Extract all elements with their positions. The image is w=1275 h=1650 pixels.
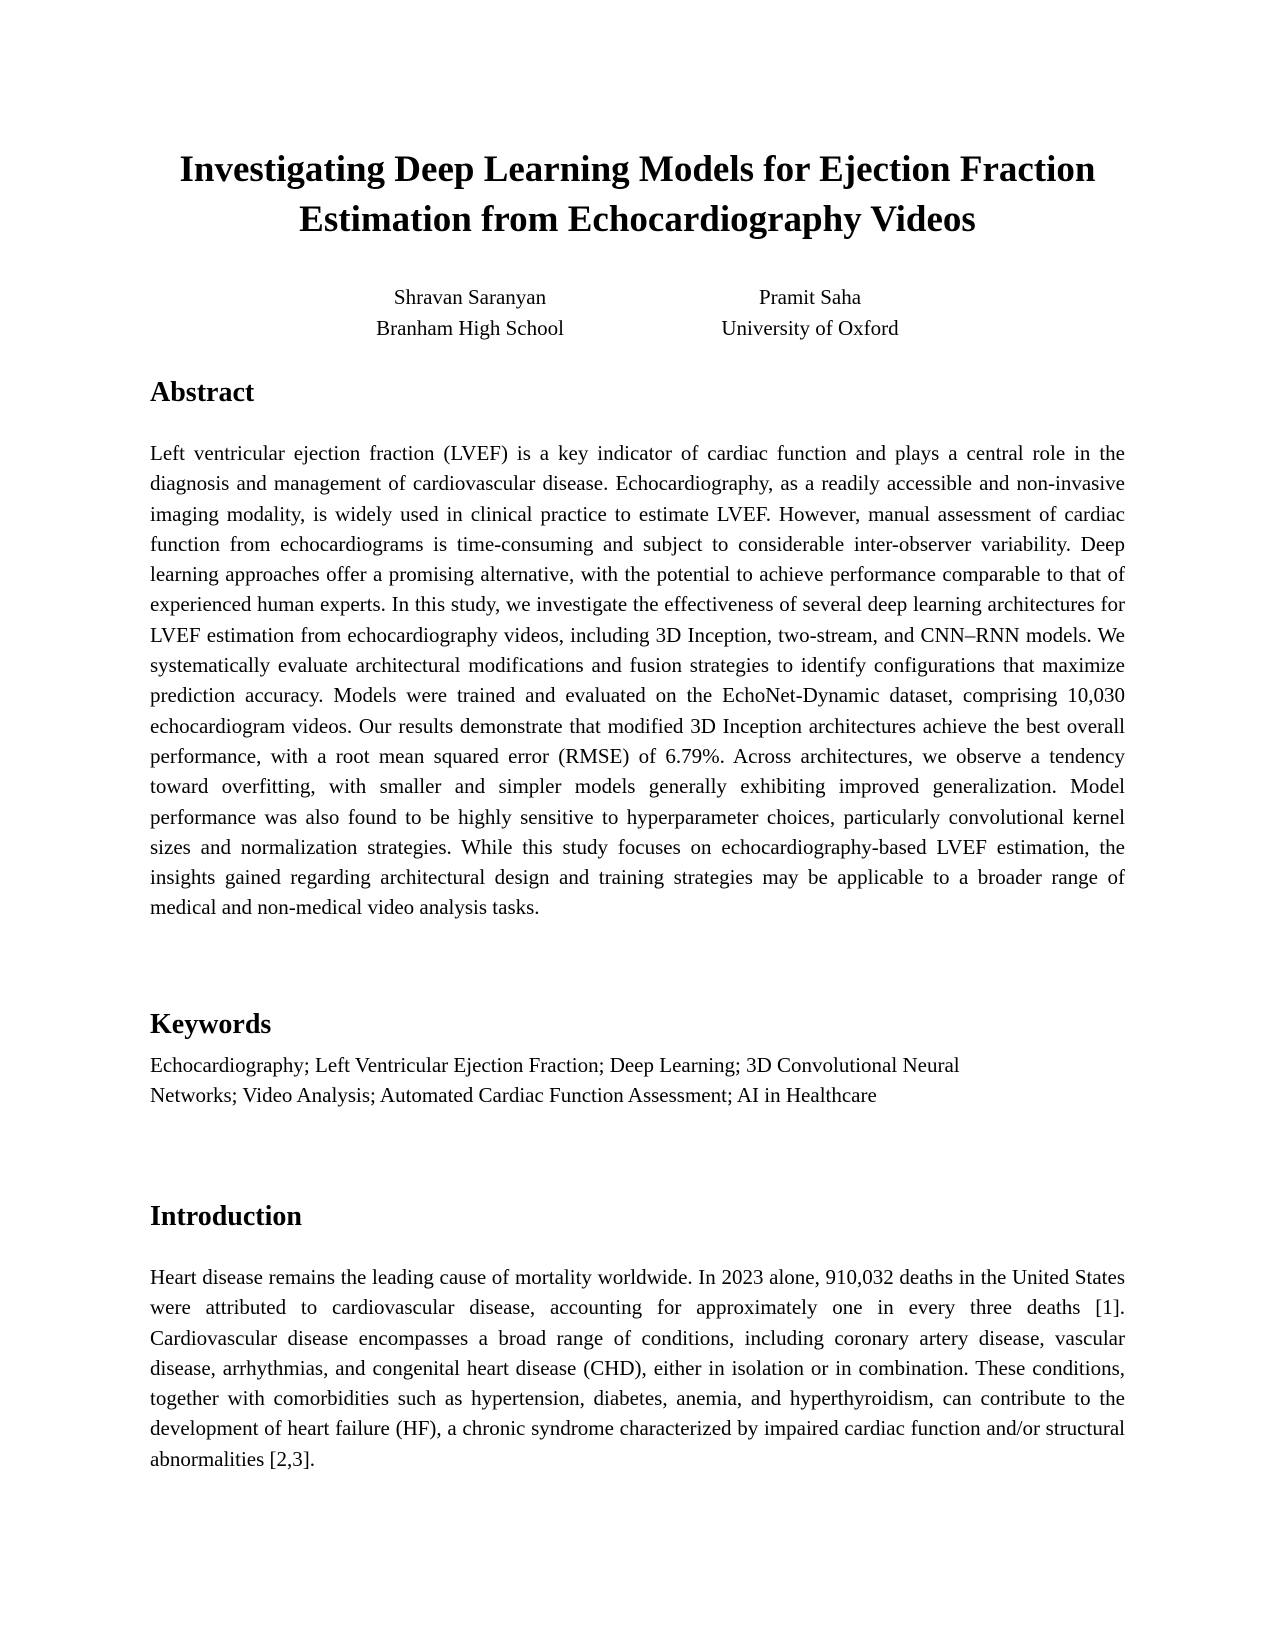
- author-block-2: [690, 282, 930, 344]
- abstract-heading: Abstract: [150, 377, 255, 408]
- author-name: Pramit Saha: [758, 285, 862, 309]
- author-name: Shravan Saranyan: [393, 285, 547, 309]
- keywords-text: Echocardiography; Left Ventricular Ejection Fraction; Deep Learning; 3D Convolutional Neural Networks; Video Analysis; Automated Cardiac Function Assessment; AI in Healthcare: [150, 1053, 960, 1108]
- abstract-text: Left ventricular ejection fraction (LVEF) is a key indicator of cardiac function and plays a central role in the diagnosis and management of cardiovascular disease. Echocardiography, as a readily accessible and non-invasive imaging modality, is widely used in clinical practice to estimate LVEF. However, manual assessment of cardiac function from echocardiograms is time-consuming and subject to considerable inter-observer variability. Deep learning approaches offer a promising alternative, with the potential to achieve performance comparable to that of experienced human experts. In this study, we investigate the effectiveness of several deep learning architectures for LVEF estimation from echocardiography videos, including 3D Inception, two-stream, and CNN–RNN models. We systematically evaluate architectural modifications and fusion strategies to identify configurations that maximize prediction accuracy. Models were trained and evaluated on the EchoNet-Dynamic dataset, comprising 10,030 echocardiogram videos. Our results demonstrate that modified 3D Inception architectures achieve the best overall performance, with a root mean squared error (RMSE) of 6.79%. Across architectures, we observe a tendency toward overfitting, with smaller and simpler models generally exhibiting improved generalization. Model performance was also found to be highly sensitive to hyperparameter choices, particularly convolutional kernel sizes and normalization strategies. While this study focuses on echocardiography-based LVEF estimation, the insights gained regarding architectural design and training strategies may be applicable to a broader range of medical and non-medical video analysis tasks.: [150, 441, 1125, 920]
- introduction-heading: Introduction: [150, 1201, 302, 1232]
- paper-title-line-2: Estimation from Echocardiography Videos: [299, 199, 976, 240]
- keywords-heading: Keywords: [150, 1009, 272, 1040]
- introduction-text: Heart disease remains the leading cause of mortality worldwide. In 2023 alone, 910,032 deaths in the United States were attributed to cardiovascular disease, accounting for approximately one in every three deaths [1]. Cardiovascular disease encompasses a broad range of conditions, including coronary artery disease, vascular disease, arrhythmias, and congenital heart disease (CHD), either in isolation or in combination. These conditions, together with comorbidities such as hypertension, diabetes, anemia, and hyperthyroidism, can contribute to the development of heart failure (HF), a chronic syndrome characterized by impaired cardiac function and/or structural abnormalities [2,3].: [150, 1265, 1125, 1471]
- paper-title-line-1: Investigating Deep Learning Models for Ejection Fraction: [179, 149, 1096, 190]
- paper-title: [150, 145, 1125, 245]
- author-block-1: [350, 282, 590, 344]
- author-affiliation: Branham High School: [376, 316, 564, 340]
- author-affiliation: University of Oxford: [721, 316, 899, 340]
